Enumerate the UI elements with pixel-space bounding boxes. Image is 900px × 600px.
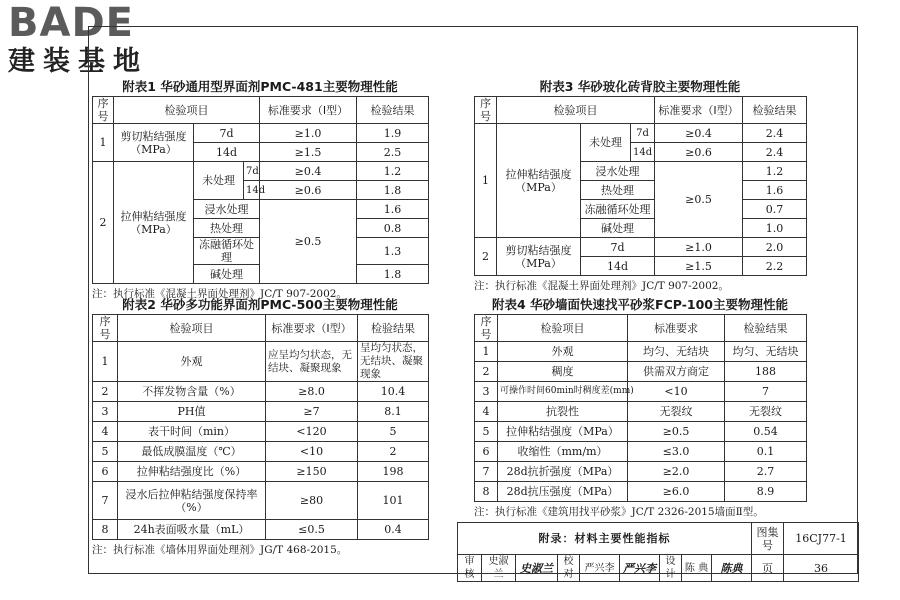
table1-cell: 1.3 [357,238,429,265]
table4-cell: 0.54 [725,422,807,442]
table4-cell: 可操作时间60min时稠度差(mm) [498,382,628,402]
table4-cell: 2 [475,362,498,382]
table1-cell: 1.9 [357,124,429,143]
table1-cell: 2 [93,162,114,284]
table4-cell: 0.1 [725,442,807,462]
table1-caption: 附表1 华砂通用型界面剂PMC-481主要物理性能 [122,79,398,94]
table1-cell: 热处理 [194,219,260,238]
table4-cell: 收缩性（mm/m） [498,442,628,462]
table1-cell: 2.5 [357,143,429,162]
table4-cell: 无裂纹 [725,402,807,422]
table3-header-no: 序号 [475,97,497,124]
table4-cell: 供需双方商定 [628,362,725,382]
table1-cell: ≥0.5 [260,200,357,284]
table3-cell: 热处理 [581,181,655,200]
table3-cell: 2.0 [743,238,807,257]
table2-header-req: 标准要求（Ⅰ型） [266,315,358,342]
table1-cell: ≥1.0 [260,124,357,143]
table2-cell: 0.4 [358,520,429,540]
table4-cell: 28d抗压强度（MPa） [498,482,628,502]
table2-cell: 7 [93,482,118,520]
table2-cell: 2 [358,442,429,462]
table1-cell: 未处理 [194,162,244,200]
table1-header-item: 检验项目 [114,97,260,124]
table3-cell: 1.6 [743,181,807,200]
table3-cell: ≥1.5 [655,257,743,276]
table4-cell: 抗裂性 [498,402,628,422]
table2-cell: 4 [93,422,118,442]
table1-cell: 0.8 [357,219,429,238]
table4-header-req: 标准要求 [628,315,725,342]
table4-cell: 4 [475,402,498,422]
table4-cell: 7 [475,462,498,482]
table3-cell: 浸水处理 [581,162,655,181]
table1-cell: 1.2 [357,162,429,181]
table4-cell: ≥2.0 [628,462,725,482]
table3-cell: 剪切粘结强度（MPa） [497,238,581,276]
atlas-number: 16CJ77-1 [784,523,859,555]
table1-cell: 剪切粘结强度（MPa） [114,124,194,162]
table1-cell: 浸水处理 [194,200,260,219]
table2-cell: 10.4 [358,382,429,402]
table2-cell: 拉伸粘结强度比（%） [118,462,266,482]
table3-cell: 冻融循环处理 [581,200,655,219]
table4-cell: ≥6.0 [628,482,725,502]
table2-header-no: 序号 [93,315,118,342]
table2-cell: 8.1 [358,402,429,422]
table4-cell: 1 [475,342,498,362]
table3-cell: ≥1.0 [655,238,743,257]
table2-cell: 101 [358,482,429,520]
table2-header-item: 检验项目 [118,315,266,342]
table1-cell: 7d [194,124,260,143]
table1-cell: 1 [93,124,114,162]
table3-cell: ≥0.4 [655,124,743,143]
table3-header-req: 标准要求（Ⅰ型） [655,97,743,124]
table2-cell: 外观 [118,342,266,382]
table4-header-item: 检验项目 [498,315,628,342]
table2-cell: ≥80 [266,482,358,520]
table4-note: 注：执行标准《建筑用找平砂浆》JC/T 2326-2015墙面Ⅱ型。 [474,506,764,518]
table2-header-res: 检验结果 [358,315,429,342]
title-block [457,522,858,580]
table4-cell: 5 [475,422,498,442]
table4-cell: 188 [725,362,807,382]
table4-header-res: 检验结果 [725,315,807,342]
checker-name: 严兴李 [580,555,620,582]
page-number: 36 [784,555,859,582]
table2-cell: ≤0.5 [266,520,358,540]
design-label: 设计 [660,555,682,582]
table4-cell: 8.9 [725,482,807,502]
table4-cell: ≥0.5 [628,422,725,442]
table3-cell: 1.2 [743,162,807,181]
table2-cell: 1 [93,342,118,382]
table2-cell: 8 [93,520,118,540]
logo-subtitle: 建装基地 [8,46,148,77]
table2-cell: <10 [266,442,358,462]
table4-cell: 2.7 [725,462,807,482]
table2-block [92,296,428,558]
table4-cell: 7 [725,382,807,402]
table4-cell: 8 [475,482,498,502]
table2-cell: 6 [93,462,118,482]
table2-cell: 2 [93,382,118,402]
table1-cell: ≥0.4 [260,162,357,181]
table2-cell: PH值 [118,402,266,422]
table1-cell: 14d [244,181,260,200]
table2-cell: 表干时间（min） [118,422,266,442]
table3-cell: 2.4 [743,143,807,162]
table2-note: 注：执行标准《墙体用界面处理剂》JG/T 468-2015。 [92,544,348,556]
table3-cell: 1 [475,124,497,238]
table4-caption: 附表4 华砂墙面快速找平砂浆FCP-100主要物理性能 [492,297,788,312]
reviewer-name: 史淑兰 [482,555,516,582]
table1 [92,96,429,284]
table1-cell: 冻融循环处理 [194,238,260,265]
review-label: 审核 [458,555,482,582]
table2 [92,314,429,540]
table3-cell: ≥0.5 [655,162,743,238]
table3-block [474,78,806,294]
atlas-label: 图集号 [752,523,784,555]
table2-cell: <120 [266,422,358,442]
table4-cell: ≤3.0 [628,442,725,462]
table3-cell: 14d [631,143,655,162]
table1-header-req: 标准要求（Ⅰ型） [260,97,357,124]
table3-caption: 附表3 华砂玻化砖背胶主要物理性能 [539,79,741,94]
table2-cell: 5 [358,422,429,442]
table4-cell: 稠度 [498,362,628,382]
table2-caption: 附表2 华砂多功能界面剂PMC-500主要物理性能 [122,297,398,312]
table4-cell: 6 [475,442,498,462]
table3-cell: 7d [631,124,655,143]
table4 [474,314,807,502]
table1-cell: 碱处理 [194,265,260,284]
table1-cell: 14d [194,143,260,162]
table4-cell: 均匀、无结块 [628,342,725,362]
table4-cell: 28d抗折强度（MPa） [498,462,628,482]
table4-cell: 无裂纹 [628,402,725,422]
title-block-table [457,522,859,582]
table3-cell: 碱处理 [581,219,655,238]
table1-header-no: 序号 [93,97,114,124]
designer-name: 陈 典 [682,555,712,582]
table3-cell: 0.7 [743,200,807,219]
table3-cell: 拉伸粘结强度（MPa） [497,124,581,238]
table3-cell: 2 [475,238,497,276]
table3-cell: 7d [581,238,655,257]
table1-note: 注：执行标准《混凝土界面处理剂》JC/T 907-2002。 [92,288,347,300]
table3-header-res: 检验结果 [743,97,807,124]
check-label: 校对 [558,555,580,582]
table2-cell: ≥7 [266,402,358,422]
logo-brand: BADE [8,0,134,46]
reviewer-signature: 史淑兰 [516,555,558,582]
table4-block [474,296,806,520]
table1-cell: ≥1.5 [260,143,357,162]
table1-cell: 1.6 [357,200,429,219]
table2-cell: 5 [93,442,118,462]
table4-cell: 3 [475,382,498,402]
title-block-title: 附录：材料主要性能指标 [458,523,752,555]
table2-cell: 浸水后拉伸粘结强度保持率（%） [118,482,266,520]
table1-cell: 7d [244,162,260,181]
table1-cell: 拉伸粘结强度（MPa） [114,162,194,284]
table2-cell: 198 [358,462,429,482]
table3-cell: 14d [581,257,655,276]
table2-cell: ≥8.0 [266,382,358,402]
table4-header-no: 序号 [475,315,498,342]
table3-cell: 2.2 [743,257,807,276]
table4-cell: 均匀、无结块 [725,342,807,362]
table2-cell: 不挥发物含量（%） [118,382,266,402]
table4-cell: <10 [628,382,725,402]
table1-cell: 1.8 [357,181,429,200]
table3-cell: 未处理 [581,124,631,162]
table4-cell: 拉伸粘结强度（MPa） [498,422,628,442]
table2-cell: 24h表面吸水量（mL） [118,520,266,540]
table3-cell: ≥0.6 [655,143,743,162]
table1-cell: 1.8 [357,265,429,284]
table2-cell: 3 [93,402,118,422]
table3-cell: 2.4 [743,124,807,143]
table2-cell: 最低成膜温度（℃） [118,442,266,462]
table3-cell: 1.0 [743,219,807,238]
table3 [474,96,807,276]
checker-signature: 严兴李 [620,555,660,582]
table1-cell: ≥0.6 [260,181,357,200]
table3-note: 注：执行标准《混凝土界面处理剂》JC/T 907-2002。 [474,280,729,292]
table4-cell: 外观 [498,342,628,362]
table2-cell: ≥150 [266,462,358,482]
table1-header-res: 检验结果 [357,97,429,124]
page-label: 页 [752,555,784,582]
designer-signature: 陈典 [712,555,752,582]
table2-cell: 呈均匀状态，无结块、凝聚现象 [358,342,429,382]
table3-header-item: 检验项目 [497,97,655,124]
table1-block [92,78,428,302]
table2-cell: 应呈均匀状态，无结块、凝聚现象 [266,342,358,382]
